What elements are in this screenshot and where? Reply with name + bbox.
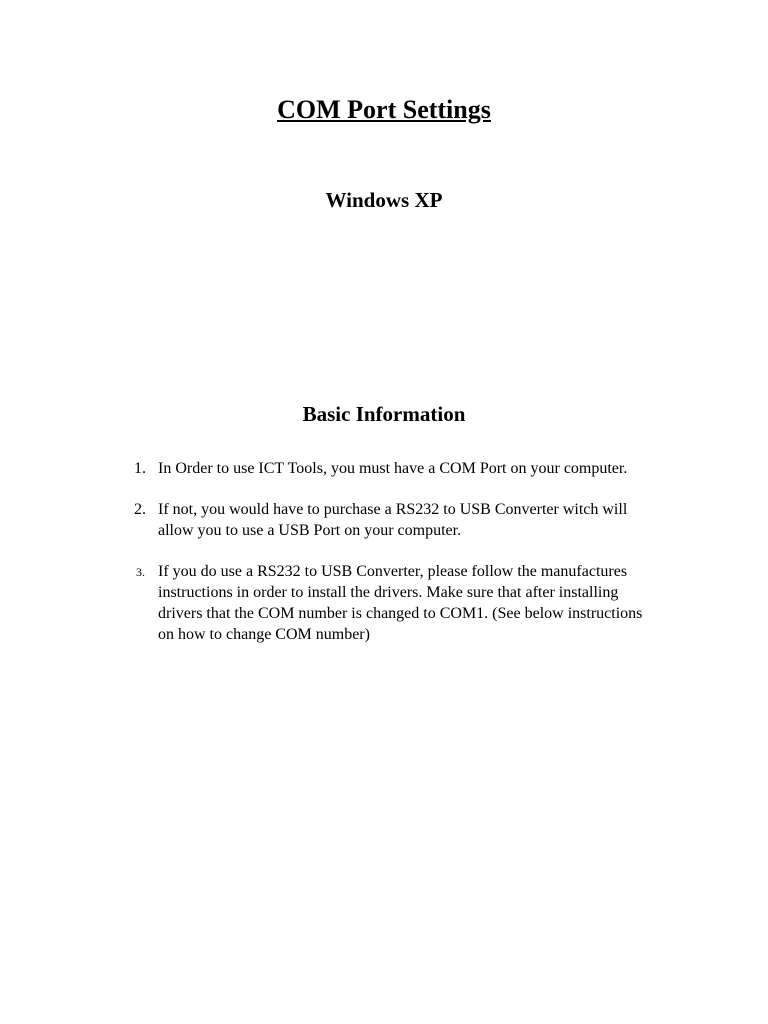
- info-list: [0, 458, 768, 665]
- page-title: COM Port Settings: [277, 95, 491, 124]
- os-subtitle: Windows XP: [325, 188, 443, 212]
- list-item-text: In Order to use ICT Tools, you must have a COM Port on your computer.: [158, 460, 628, 477]
- list-item: [0, 499, 658, 541]
- section-heading: Basic Information: [302, 402, 466, 426]
- list-item-number: 3.: [136, 565, 145, 579]
- list-item-number: 2.: [134, 501, 146, 518]
- list-item-text: If you do use a RS232 to USB Converter, please follow the manufactures instructions in order to install the drivers. Make sure that after installing drivers that the COM number is changed to COM1. (See below instructions on how to change COM number): [158, 563, 643, 643]
- list-item: [0, 561, 658, 645]
- list-item-text: If not, you would have to purchase a RS232 to USB Converter witch will allow you to use a USB Port on your computer.: [158, 501, 628, 539]
- list-item-number: 1.: [134, 460, 146, 477]
- list-item: [0, 458, 658, 479]
